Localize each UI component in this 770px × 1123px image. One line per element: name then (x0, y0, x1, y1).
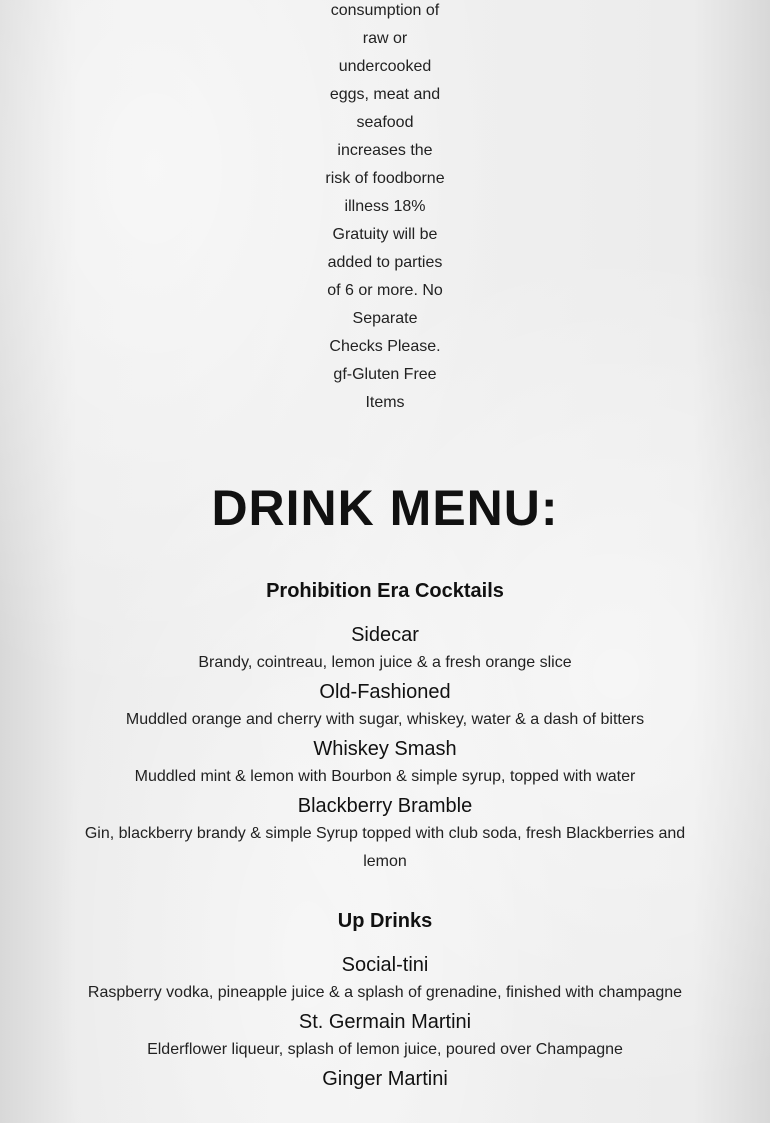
notice-line: Checks Please. (329, 338, 441, 355)
notice-line: risk of foodborne (325, 170, 445, 187)
notice-line: increases the (337, 142, 433, 159)
notice-line: added to parties (327, 254, 443, 271)
notice-line: gf-Gluten Free (333, 366, 437, 383)
notice-line: of 6 or more. No (327, 282, 443, 299)
drink-name: Whiskey Smash (313, 738, 457, 760)
notice-line: Items (365, 394, 405, 411)
drink-description: Muddled orange and cherry with sugar, whiskey, water & a dash of bitters (125, 711, 645, 728)
notice-line: Gratuity will be (332, 226, 438, 243)
drink-description: Muddled mint & lemon with Bourbon & simple syrup, topped with water (134, 768, 636, 785)
section-heading: Up Drinks (337, 910, 433, 932)
notice-line: undercooked (338, 58, 432, 75)
drink-description: Raspberry vodka, pineapple juice & a splash of grenadine, finished with champagne (87, 984, 683, 1001)
notice-line: raw or (362, 30, 408, 47)
notice-line: Separate (352, 310, 418, 327)
drink-description: Elderflower liqueur, splash of lemon juice, poured over Champagne (147, 1041, 623, 1058)
notice-line: seafood (356, 114, 414, 131)
notice-line: eggs, meat and (329, 86, 441, 103)
food-safety-notice (315, 0, 455, 417)
section-prohibition-cocktails (70, 577, 700, 877)
drink-name: Blackberry Bramble (297, 795, 473, 817)
notice-line: consumption of (330, 2, 440, 19)
drink-name: Social-tini (341, 954, 429, 976)
drink-name: Sidecar (351, 624, 419, 646)
drink-description: Brandy, cointreau, lemon juice & a fresh orange slice (198, 654, 572, 671)
section-up-drinks (70, 907, 700, 1093)
notice-line: illness 18% (344, 198, 426, 215)
section-heading: Prohibition Era Cocktails (266, 580, 504, 602)
drink-name: Ginger Martini (322, 1068, 448, 1090)
drink-name: St. Germain Martini (298, 1011, 472, 1033)
drink-menu-title: DRINK MENU: (211, 480, 559, 536)
drink-description: Gin, blackberry brandy & simple Syrup topped with club soda, fresh Blackberries and lemon (84, 825, 686, 870)
drink-name: Old-Fashioned (319, 681, 451, 703)
